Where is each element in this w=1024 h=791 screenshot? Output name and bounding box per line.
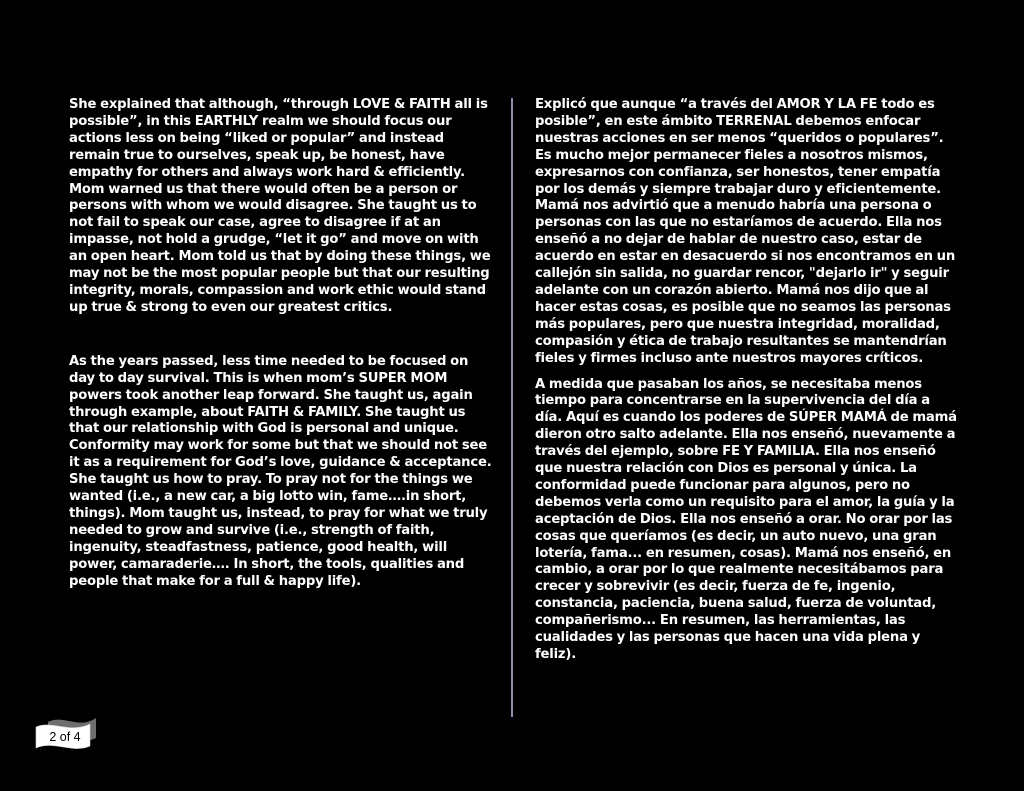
english-paragraph-1: She explained that although, “through LOVE & FAITH all is possible”, in this EARTHLY realm we should focus our actions less on being “liked or popular” and instead remain true to ourselves, speak up, be honest, have empathy for others and always work hard & efficiently. Mom warned us that there would often be a person or persons with whom we would disagree. She taught us to not fail to speak our case, agree to disagree if at an impasse, not hold a grudge, “let it go” and move on with an open heart. Mom told us that by doing these things, we may not be the most popular people but that our resulting integrity, morals, compassion and work ethic would stand up true & strong to even our greatest critics. — [69, 97, 491, 315]
column-divider — [511, 98, 513, 717]
spanish-column — [535, 97, 959, 664]
spanish-paragraph-2: A medida que pasaban los años, se necesitaba menos tiempo para concentrarse en la supervivencia del día a día. Aquí es cuando los poderes de SÚPER MAMÁ de mamá dieron otro salto adelante. Ella nos enseñó, nuevamente a través del ejemplo, sobre FE Y FAMILIA. Ella nos enseñó que nuestra relación con Dios es personal y única. La conformidad puede funcionar para algunos, pero no debemos verla como un requisito para el amor, la guía y la aceptación de Dios. Ella nos enseñó a orar. No orar por las cosas que queríamos (es decir, un auto nuevo, una gran lotería, fama... en resumen, cosas). Mamá nos enseñó, en cambio, a orar por lo que realmente necesitábamos para crecer y sobrevivir (es decir, fuerza de fe, ingenio, constancia, paciencia, buena salud, fuerza de voluntad, compañerismo... En resumen, las herramientas, las cualidades y las personas que hacen una vida plena y feliz). — [535, 376, 957, 662]
english-column — [69, 97, 496, 590]
english-paragraph-2: As the years passed, less time needed to be focused on day to day survival. This is when mom’s SUPER MOM powers took another leap forward. She taught us, again through example, about FAITH & FAMILY. She taught us that our relationship with God is personal and unique. Conformity may work for some but that we should not see it as a requirement for God’s love, guidance & acceptance. She taught us how to pray. To pray not for the things we wanted (i.e., a new car, a big lotto win, fame….in short, things). Mom taught us, instead, to pray for what we truly needed to grow and survive (i.e., strength of faith, ingenuity, steadfastness, patience, good health, will power, camaraderie…. In short, the tools, qualities and people that make for a full & happy life). — [69, 353, 492, 589]
page-number-label: 2 of 4 — [49, 730, 81, 744]
page-indicator — [34, 714, 98, 752]
spanish-paragraph-1: Explicó que aunque “a través del AMOR Y LA FE todo es posible”, en este ámbito TERRENAL debemos enfocar nuestras acciones en ser menos “queridos o populares”. Es mucho mejor permanecer fieles a nosotros mismos, expresarnos con confianza, ser honestos, tener empatía por los demás y siempre trabajar duro y eficientemente. Mamá nos advirtió que a menudo habría una persona o personas con las que no estaríamos de acuerdo. Ella nos enseñó a no dejar de hablar de nuestro caso, estar de acuerdo en estar en desacuerdo si nos encontramos en un callejón sin salida, no guardar rencor, "dejarlo ir" y seguir adelante con un corazón abierto. Mamá nos dijo que al hacer estas cosas, es posible que no seamos las personas más populares, pero que nuestra integridad, moralidad, compasión y ética de trabajo resultantes se mantendrían fieles y firmes incluso ante nuestros mayores críticos. — [535, 97, 956, 366]
